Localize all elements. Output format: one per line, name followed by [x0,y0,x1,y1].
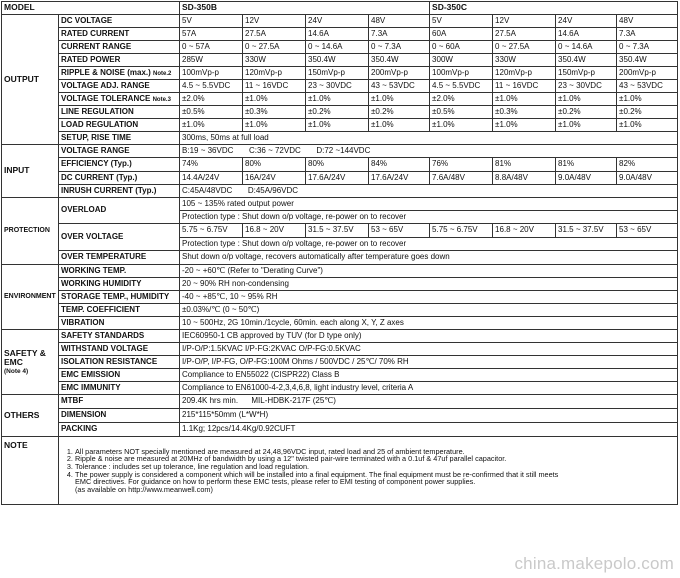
row-label: DC CURRENT (Typ.) [59,172,180,185]
row-label: ISOLATION RESISTANCE [59,356,180,369]
cell: 11 ~ 16VDC [493,80,556,93]
cell: 0 ~ 57A [180,41,243,54]
row-label-text: VOLTAGE TOLERANCE [61,93,151,103]
cell: 5V [430,15,493,28]
row-label: TEMP. COEFFICIENT [59,304,180,317]
cell-wide: IEC60950-1 CB approved by TUV (for D type only) [180,330,678,343]
cell-wide: 105 ~ 135% rated output power [180,198,678,211]
cell: ±1.0% [369,119,430,132]
cell: ±1.0% [617,93,678,106]
cell: 330W [243,54,306,67]
cell: 31.5 ~ 37.5V [306,224,369,238]
cell: 11 ~ 16VDC [243,80,306,93]
row-inrush-current [2,185,678,198]
cell: 7.3A [369,28,430,41]
cell: 200mVp-p [369,67,430,80]
cell: 81% [493,158,556,172]
row-load-regulation [2,119,678,132]
cell: 150mVp-p [556,67,617,80]
cell: 200mVp-p [617,67,678,80]
cell-wide: I/P-O/P:1.5KVAC I/P-FG:2KVAC O/P-FG:0.5KVAC [180,343,678,356]
cell-wide: Compliance to EN61000-4-2,3,4,6,8, light industry level, criteria A [180,382,678,395]
cell: ±0.2% [556,106,617,119]
row-label: SAFETY STANDARDS [59,330,180,343]
cell: 0 ~ 7.3A [369,41,430,54]
cell-wide: -40 ~ +85℃, 10 ~ 95% RH [180,291,678,304]
cell: ±1.0% [556,119,617,132]
row-withstand-voltage [2,343,678,356]
cell-wide: 215*115*50mm (L*W*H) [180,409,678,423]
voltage-range-c: C:36 ~ 72VDC [248,145,301,155]
row-label: CURRENT RANGE [59,41,180,54]
cell: 16.8 ~ 20V [243,224,306,238]
row-label: OVER TEMPERATURE [59,251,180,265]
row-label: RATED POWER [59,54,180,67]
cell-wide: ±0.03%/℃ (0 ~ 50℃) [180,304,678,317]
cell: 5.75 ~ 6.75V [430,224,493,238]
cell: 8.8A/48V [493,172,556,185]
row-label: EMC IMMUNITY [59,382,180,395]
row-packing [2,423,678,437]
section-safety-line2: EMC [4,357,23,368]
section-note: NOTE [2,437,59,505]
cell: 0 ~ 27.5A [493,41,556,54]
cell: ±1.0% [243,119,306,132]
row-label: SETUP, RISE TIME [59,132,180,145]
row-label: PACKING [59,423,180,437]
row-notes [2,437,678,505]
cell: 350.4W [306,54,369,67]
row-label: DIMENSION [59,409,180,423]
cell: 24V [556,15,617,28]
row-label-text: RIPPLE & NOISE (max.) [61,67,151,77]
model-heading: MODEL [2,2,180,15]
row-label: MTBF [59,395,180,409]
cell: 330W [493,54,556,67]
cell: 23 ~ 30VDC [306,80,369,93]
cell: 84% [369,158,430,172]
row-setup-rise [2,132,678,145]
section-safety-line1: SAFETY & [4,348,46,359]
row-temp-coefficient [2,304,678,317]
cell: 43 ~ 53VDC [369,80,430,93]
row-dc-voltage [2,15,678,28]
cell: 14.4A/24V [180,172,243,185]
row-dc-current [2,172,678,185]
note-item: 4. The power supply is considered a component which will be installed into a final equipment. The final equipment must be re-confirmed that it still meets [75,471,675,479]
row-working-temp [2,265,678,278]
cell: ±1.0% [617,119,678,132]
cell: 14.6A [556,28,617,41]
cell: 27.5A [493,28,556,41]
row-label: WORKING HUMIDITY [59,278,180,291]
model-b-heading: SD-350B [180,2,430,15]
cell: ±1.0% [243,93,306,106]
spec-table [1,1,678,505]
cell: 5.75 ~ 6.75V [180,224,243,238]
cell: 9.0A/48V [556,172,617,185]
cell: ±1.0% [180,119,243,132]
row-label: EMC EMISSION [59,369,180,382]
voltage-range-b: B:19 ~ 36VDC [182,145,234,155]
cell: 76% [430,158,493,172]
cell-wide: Protection type : Shut down o/p voltage, re-power on to recover [180,238,678,251]
note-item: 1. All parameters NOT specially mentioned are measured at 24,48,96VDC input, rated load and 25 of ambient temperature. [75,448,675,456]
cell: 60A [430,28,493,41]
cell: ±0.5% [430,106,493,119]
row-safety-standards [2,330,678,343]
cell: 0 ~ 7.3A [617,41,678,54]
section-protection: PROTECTION [2,198,59,265]
cell: ±1.0% [306,93,369,106]
row-over-voltage-1 [2,224,678,238]
cell: 31.5 ~ 37.5V [556,224,617,238]
row-current-range [2,41,678,54]
row-label: OVER VOLTAGE [59,224,180,251]
row-emc-immunity [2,382,678,395]
cell: 350.4W [556,54,617,67]
cell: 57A [180,28,243,41]
row-line-regulation [2,106,678,119]
cell: 82% [617,158,678,172]
model-c-heading: SD-350C [430,2,678,15]
cell: 0 ~ 60A [430,41,493,54]
row-label: EFFICIENCY (Typ.) [59,158,180,172]
cell: ±1.0% [493,93,556,106]
cell: 17.6A/24V [369,172,430,185]
row-label: VOLTAGE RANGE [59,145,180,158]
cell: 0 ~ 14.6A [556,41,617,54]
cell-wide: 10 ~ 500Hz, 2G 10min./1cycle, 60min. each along X, Y, Z axes [180,317,678,330]
row-efficiency [2,158,678,172]
row-label [59,67,180,80]
cell-wide: -20 ~ +60℃ (Refer to "Derating Curve") [180,265,678,278]
cell: 285W [180,54,243,67]
cell-wide [180,185,678,198]
cell: ±1.0% [369,93,430,106]
row-label: INRUSH CURRENT (Typ.) [59,185,180,198]
cell: 350.4W [369,54,430,67]
cell: 100mVp-p [180,67,243,80]
row-label: RATED CURRENT [59,28,180,41]
section-others: OTHERS [2,395,59,437]
cell: 74% [180,158,243,172]
cell: 14.6A [306,28,369,41]
cell: ±0.3% [493,106,556,119]
row-ripple-noise [2,67,678,80]
row-voltage-adj [2,80,678,93]
inrush-c: C:45A/48VDC [182,185,233,195]
cell: 43 ~ 53VDC [617,80,678,93]
section-safety-emc [2,330,59,395]
cell: 7.3A [617,28,678,41]
cell: 120mVp-p [243,67,306,80]
cell: ±0.2% [369,106,430,119]
row-isolation-resistance [2,356,678,369]
cell: 53 ~ 65V [369,224,430,238]
cell-wide: Compliance to EN55022 (CISPR22) Class B [180,369,678,382]
section-output: OUTPUT [2,15,59,145]
watermark: china.makepolo.com [514,554,674,573]
cell-wide: 209.4K hrs min. MIL-HDBK-217F (25℃) [180,395,678,409]
row-label: VOLTAGE ADJ. RANGE [59,80,180,93]
cell: 350.4W [617,54,678,67]
row-vibration [2,317,678,330]
cell: 24V [306,15,369,28]
cell: ±0.2% [617,106,678,119]
cell: 300W [430,54,493,67]
row-overload-1 [2,198,678,211]
note-ref: Note.3 [152,96,171,103]
note-continuation: EMC directives. For guidance on how to perform these EMC tests, please refer to EMI testing of component power supplies. [75,477,476,487]
row-label: STORAGE TEMP., HUMIDITY [59,291,180,304]
cell: 16.8 ~ 20V [493,224,556,238]
cell-wide: Protection type : Shut down o/p voltage, re-power on to recover [180,211,678,224]
header-row [2,2,678,15]
row-over-temperature [2,251,678,265]
cell-wide: 20 ~ 90% RH non-condensing [180,278,678,291]
cell: 0 ~ 27.5A [243,41,306,54]
row-rated-current [2,28,678,41]
row-label [59,93,180,106]
note-continuation-link: (as available on http://www.meanwell.com) [75,484,213,494]
note-ref: Note.2 [153,70,172,77]
cell-wide: I/P-O/P, I/P-FG, O/P-FG:100M Ohms / 500VDC / 25℃/ 70% RH [180,356,678,369]
voltage-range-d: D:72 ~144VDC [316,145,371,155]
notes-block [59,437,678,505]
cell: 48V [369,15,430,28]
cell: ±1.0% [430,119,493,132]
cell: 23 ~ 30VDC [556,80,617,93]
cell: ±0.2% [306,106,369,119]
cell: 81% [556,158,617,172]
cell: 9.0A/48V [617,172,678,185]
row-rated-power [2,54,678,67]
row-voltage-range [2,145,678,158]
row-label: OVERLOAD [59,198,180,224]
cell-wide: Shut down o/p voltage, recovers automatically after temperature goes down [180,251,678,265]
cell: 7.6A/48V [430,172,493,185]
row-emc-emission [2,369,678,382]
cell: ±2.0% [180,93,243,106]
section-safety-note: (Note 4) [4,367,29,375]
row-voltage-tolerance [2,93,678,106]
cell: 48V [617,15,678,28]
cell-wide: 300ms, 50ms at full load [180,132,678,145]
row-storage [2,291,678,304]
cell: 27.5A [243,28,306,41]
cell: 17.6A/24V [306,172,369,185]
row-label: DC VOLTAGE [59,15,180,28]
row-mtbf [2,395,678,409]
cell: 80% [243,158,306,172]
cell: 12V [493,15,556,28]
note-item: 2. Ripple & noise are measured at 20MHz of bandwidth by using a 12" twisted pair-wire terminated with a 0.1uf & 47uf parallel capacitor. [75,455,675,463]
section-environment: ENVIRONMENT [2,265,59,330]
cell-wide: 1.1Kg; 12pcs/14.4Kg/0.92CUFT [180,423,678,437]
row-label: WITHSTAND VOLTAGE [59,343,180,356]
cell: 16A/24V [243,172,306,185]
cell: 53 ~ 65V [617,224,678,238]
row-label: VIBRATION [59,317,180,330]
row-label: LOAD REGULATION [59,119,180,132]
section-input: INPUT [2,145,59,198]
cell: ±0.3% [243,106,306,119]
cell: ±1.0% [556,93,617,106]
cell: 100mVp-p [430,67,493,80]
inrush-d: D:45A/96VDC [247,185,299,195]
cell: ±1.0% [306,119,369,132]
cell: 5V [180,15,243,28]
row-label: WORKING TEMP. [59,265,180,278]
row-working-humidity [2,278,678,291]
cell: ±0.5% [180,106,243,119]
note-item: 3. Tolerance : includes set up tolerance, line regulation and load regulation. [75,463,675,471]
row-dimension [2,409,678,423]
cell: ±2.0% [430,93,493,106]
cell: 4.5 ~ 5.5VDC [430,80,493,93]
notes-list [61,448,675,479]
cell: 12V [243,15,306,28]
cell: 80% [306,158,369,172]
cell-wide [180,145,678,158]
cell: ±1.0% [493,119,556,132]
cell: 4.5 ~ 5.5VDC [180,80,243,93]
row-label: LINE REGULATION [59,106,180,119]
cell: 0 ~ 14.6A [306,41,369,54]
cell: 150mVp-p [306,67,369,80]
cell: 120mVp-p [493,67,556,80]
